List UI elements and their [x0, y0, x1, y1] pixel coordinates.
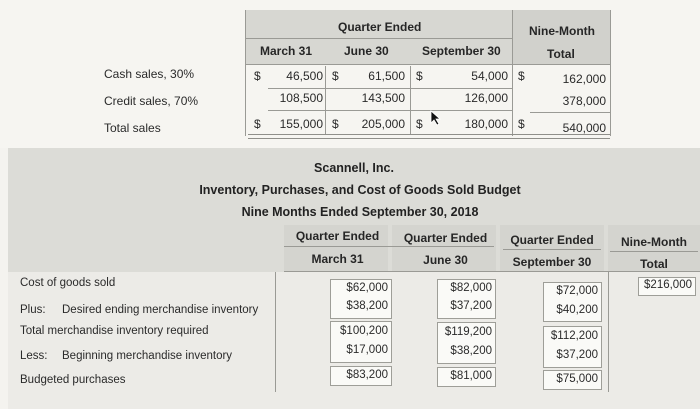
budget-col-header-2-bottom: June 30 [423, 253, 468, 267]
budget-row-label-cogs: Cost of goods sold [20, 277, 116, 289]
col-header-march: March 31 [260, 44, 313, 58]
double-underline [248, 134, 610, 139]
divider [410, 66, 411, 134]
budget-cell: $40,200 [556, 304, 598, 316]
budget-cell: $62,000 [346, 282, 388, 294]
budget-cell: $38,200 [450, 345, 492, 357]
divider [245, 38, 512, 39]
budget-col-header-1-bottom: March 31 [311, 252, 364, 266]
budget-col-header-1-top: Quarter Ended [295, 229, 380, 243]
cell-total-june: 205,000 [361, 117, 405, 131]
cell-cash-total: 162,000 [562, 72, 606, 86]
budget-cell: $83,200 [346, 369, 388, 381]
budget-col-header-3-top: Quarter Ended [510, 233, 594, 247]
currency-symbol: $ [416, 117, 423, 131]
divider [610, 251, 698, 252]
budget-cell: $37,200 [556, 349, 598, 361]
divider [275, 272, 276, 392]
divider [325, 66, 326, 134]
budget-row-label-ending-inventory: Desired ending merchandise inventory [62, 304, 259, 316]
budget-row-prefix-plus: Plus: [20, 304, 46, 316]
col-header-september: September 30 [422, 44, 501, 58]
cell-credit-total: 378,000 [562, 94, 606, 108]
cell-cash-march: 46,500 [286, 69, 323, 83]
col-header-june: June 30 [344, 44, 389, 58]
divider [503, 249, 601, 250]
budget-col-header-4-bottom: Total [640, 257, 668, 271]
cell-cash-september: 54,000 [471, 69, 508, 83]
cursor-arrow-icon [430, 110, 442, 126]
row-label-cash-sales: Cash sales, 30% [104, 67, 195, 81]
currency-symbol: $ [332, 69, 339, 83]
divider [268, 110, 512, 111]
divider [245, 10, 246, 136]
divider [530, 112, 610, 113]
budget-row-label-beginning-inventory: Beginning merchandise inventory [62, 350, 233, 362]
budget-cell: $82,000 [450, 282, 492, 294]
row-label-total-sales: Total sales [104, 121, 161, 135]
budget-col-header-2-top: Quarter Ended [403, 231, 488, 245]
col-header-total: Total [547, 47, 575, 61]
company-name: Scannell, Inc. [314, 161, 394, 175]
cell-total-total: 540,000 [562, 121, 606, 135]
budget-row-label-total-required: Total merchandise inventory required [20, 325, 209, 337]
budget-cell: $112,200 [550, 330, 598, 342]
divider [284, 246, 494, 247]
row-label-credit-sales: Credit sales, 70% [104, 94, 199, 108]
cell-cash-june: 61,500 [368, 69, 405, 83]
divider [610, 10, 611, 136]
cell-credit-september: 126,000 [464, 91, 508, 105]
divider [608, 272, 609, 392]
budget-col-header-4-top: Nine-Month [621, 235, 687, 249]
nine-month-header: Nine-Month [529, 24, 595, 38]
budget-cell: $75,000 [556, 373, 598, 385]
currency-symbol: $ [254, 117, 261, 131]
budget-cell: $72,000 [556, 285, 598, 297]
quarter-ended-header: Quarter Ended [338, 20, 422, 34]
divider [512, 10, 513, 136]
cell-total-march: 155,000 [279, 117, 323, 131]
cell-total-september: 180,000 [464, 117, 508, 131]
budget-title: Inventory, Purchases, and Cost of Goods Sold Budget [199, 183, 521, 197]
currency-symbol: $ [332, 117, 339, 131]
budget-period: Nine Months Ended September 30, 2018 [241, 205, 479, 219]
budget-cell: $37,200 [450, 300, 492, 312]
cell-credit-march: 108,500 [279, 91, 323, 105]
budget-cell: $216,000 [644, 279, 692, 291]
budget-row-prefix-less: Less: [20, 350, 48, 362]
currency-symbol: $ [518, 69, 525, 83]
budget-cell: $38,200 [346, 300, 388, 312]
budget-row-label-purchases: Budgeted purchases [20, 374, 126, 386]
divider [268, 88, 512, 89]
budget-cell: $81,000 [450, 370, 492, 382]
divider [245, 64, 610, 65]
currency-symbol: $ [416, 69, 423, 83]
budget-col-header-3-bottom: September 30 [512, 255, 592, 269]
currency-symbol: $ [254, 69, 261, 83]
budget-cell: $119,200 [444, 326, 492, 338]
currency-symbol: $ [518, 117, 525, 131]
budget-cell: $100,200 [340, 325, 388, 337]
budget-cell: $17,000 [346, 344, 388, 356]
cell-credit-june: 143,500 [361, 91, 405, 105]
